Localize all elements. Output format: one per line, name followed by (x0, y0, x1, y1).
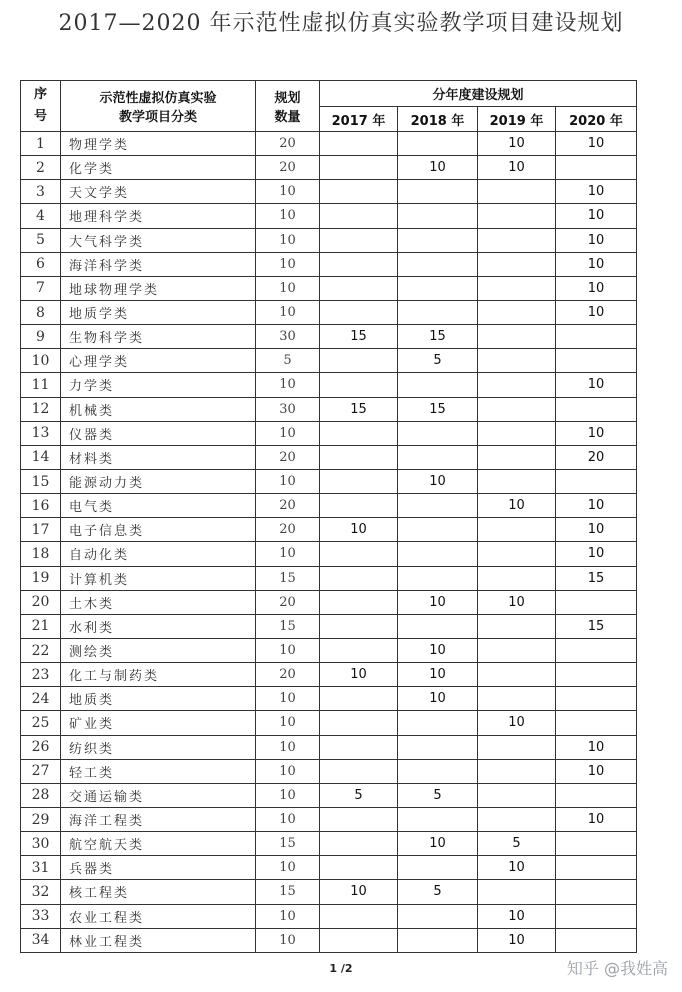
table-body (21, 132, 637, 953)
table-row (21, 300, 637, 324)
row-2018 (398, 566, 478, 590)
row-count: 10 (256, 469, 320, 493)
row-2018: 10 (398, 638, 478, 662)
row-category: 航空航天类 (61, 832, 256, 856)
row-2018: 10 (398, 832, 478, 856)
row-category: 交通运输类 (61, 783, 256, 807)
row-category: 化学类 (61, 156, 256, 180)
row-2020 (556, 880, 637, 904)
row-2017 (320, 276, 398, 300)
row-2019 (478, 759, 556, 783)
table-row (21, 325, 637, 349)
row-2020: 10 (556, 494, 637, 518)
row-2018 (398, 204, 478, 228)
table-row (21, 518, 637, 542)
row-2019 (478, 469, 556, 493)
row-index: 3 (21, 180, 61, 204)
row-2019: 10 (478, 904, 556, 928)
row-2019 (478, 542, 556, 566)
row-2019: 10 (478, 494, 556, 518)
row-index: 30 (21, 832, 61, 856)
row-2017: 15 (320, 325, 398, 349)
row-category: 物理学类 (61, 132, 256, 156)
row-2017 (320, 349, 398, 373)
row-index: 20 (21, 590, 61, 614)
row-2017 (320, 904, 398, 928)
row-index: 25 (21, 711, 61, 735)
row-index: 33 (21, 904, 61, 928)
row-index: 27 (21, 759, 61, 783)
row-2019 (478, 807, 556, 831)
table-row (21, 421, 637, 445)
row-category: 轻工类 (61, 759, 256, 783)
row-index: 14 (21, 445, 61, 469)
row-count: 15 (256, 880, 320, 904)
row-2019 (478, 325, 556, 349)
row-2017: 10 (320, 880, 398, 904)
row-2018: 10 (398, 469, 478, 493)
row-category: 测绘类 (61, 638, 256, 662)
table-row (21, 711, 637, 735)
row-2017 (320, 735, 398, 759)
row-index: 10 (21, 349, 61, 373)
row-count: 10 (256, 759, 320, 783)
row-category: 矿业类 (61, 711, 256, 735)
row-2019 (478, 252, 556, 276)
row-count: 20 (256, 132, 320, 156)
row-index: 24 (21, 687, 61, 711)
row-2019 (478, 566, 556, 590)
row-2019: 10 (478, 856, 556, 880)
row-2018: 10 (398, 663, 478, 687)
row-2020: 20 (556, 445, 637, 469)
table-row (21, 904, 637, 928)
row-2019 (478, 349, 556, 373)
row-2017 (320, 687, 398, 711)
row-2019: 5 (478, 832, 556, 856)
table-row (21, 373, 637, 397)
row-2018 (398, 276, 478, 300)
row-count: 5 (256, 349, 320, 373)
header-year-2019: 2019 年 (478, 107, 556, 132)
table-row (21, 759, 637, 783)
row-2019 (478, 614, 556, 638)
row-index: 7 (21, 276, 61, 300)
row-2018: 5 (398, 349, 478, 373)
row-category: 力学类 (61, 373, 256, 397)
row-count: 10 (256, 180, 320, 204)
row-2020: 10 (556, 807, 637, 831)
table-row (21, 276, 637, 300)
row-count: 30 (256, 397, 320, 421)
header-category (61, 81, 256, 132)
row-index: 19 (21, 566, 61, 590)
table-row (21, 445, 637, 469)
row-count: 10 (256, 687, 320, 711)
row-category: 材料类 (61, 445, 256, 469)
row-2017 (320, 300, 398, 324)
row-2020 (556, 904, 637, 928)
row-count: 10 (256, 638, 320, 662)
row-2018: 10 (398, 590, 478, 614)
row-2017 (320, 204, 398, 228)
row-2017 (320, 445, 398, 469)
row-index: 31 (21, 856, 61, 880)
row-2017 (320, 928, 398, 952)
header-year-2020: 2020 年 (556, 107, 637, 132)
row-category: 天文学类 (61, 180, 256, 204)
row-2017 (320, 373, 398, 397)
row-index: 29 (21, 807, 61, 831)
row-category: 林业工程类 (61, 928, 256, 952)
row-2017 (320, 469, 398, 493)
row-2017 (320, 228, 398, 252)
row-2018 (398, 928, 478, 952)
row-2018: 10 (398, 156, 478, 180)
row-count: 20 (256, 663, 320, 687)
row-count: 10 (256, 373, 320, 397)
row-category: 地质类 (61, 687, 256, 711)
row-2017 (320, 421, 398, 445)
row-2019: 10 (478, 590, 556, 614)
row-2018 (398, 445, 478, 469)
row-index: 28 (21, 783, 61, 807)
row-2017 (320, 638, 398, 662)
row-index: 34 (21, 928, 61, 952)
row-count: 10 (256, 300, 320, 324)
row-2020: 10 (556, 759, 637, 783)
row-2018 (398, 132, 478, 156)
row-2020: 10 (556, 252, 637, 276)
row-2019: 10 (478, 711, 556, 735)
row-count: 20 (256, 156, 320, 180)
table-row (21, 494, 637, 518)
table-row (21, 638, 637, 662)
row-category: 海洋科学类 (61, 252, 256, 276)
table-row (21, 252, 637, 276)
row-2019 (478, 663, 556, 687)
header-year-2018: 2018 年 (398, 107, 478, 132)
row-2017 (320, 494, 398, 518)
row-2019 (478, 445, 556, 469)
row-category: 地球物理学类 (61, 276, 256, 300)
header-count-line2: 数量 (274, 110, 301, 125)
row-2019 (478, 180, 556, 204)
row-count: 20 (256, 518, 320, 542)
row-2017 (320, 614, 398, 638)
row-2020: 10 (556, 300, 637, 324)
row-2017 (320, 566, 398, 590)
table-row (21, 783, 637, 807)
header-index-label: 序号 (33, 87, 47, 124)
row-count: 10 (256, 783, 320, 807)
row-category: 能源动力类 (61, 469, 256, 493)
row-2017: 15 (320, 397, 398, 421)
row-count: 20 (256, 445, 320, 469)
row-2020: 10 (556, 518, 637, 542)
row-2018 (398, 759, 478, 783)
row-index: 23 (21, 663, 61, 687)
row-category: 计算机类 (61, 566, 256, 590)
row-category: 大气科学类 (61, 228, 256, 252)
row-2017: 5 (320, 783, 398, 807)
row-index: 18 (21, 542, 61, 566)
table-row (21, 687, 637, 711)
row-2020 (556, 928, 637, 952)
row-count: 10 (256, 421, 320, 445)
plan-table (20, 80, 637, 953)
row-2019 (478, 687, 556, 711)
row-2019 (478, 397, 556, 421)
row-index: 26 (21, 735, 61, 759)
row-2019 (478, 421, 556, 445)
header-index (21, 81, 61, 132)
row-index: 1 (21, 132, 61, 156)
row-2020: 10 (556, 542, 637, 566)
row-2020 (556, 397, 637, 421)
row-index: 32 (21, 880, 61, 904)
table-row (21, 735, 637, 759)
row-index: 12 (21, 397, 61, 421)
watermark: 知乎 @我姓高 (566, 959, 668, 978)
row-2019 (478, 518, 556, 542)
row-index: 4 (21, 204, 61, 228)
row-2020: 10 (556, 204, 637, 228)
row-2018 (398, 300, 478, 324)
row-count: 10 (256, 807, 320, 831)
row-count: 10 (256, 276, 320, 300)
row-2020: 15 (556, 566, 637, 590)
row-category: 电子信息类 (61, 518, 256, 542)
row-2020 (556, 638, 637, 662)
row-category: 化工与制药类 (61, 663, 256, 687)
row-2019 (478, 204, 556, 228)
row-2018 (398, 494, 478, 518)
row-2020: 10 (556, 276, 637, 300)
row-2020: 10 (556, 132, 637, 156)
table-row (21, 180, 637, 204)
row-2018 (398, 421, 478, 445)
row-2017 (320, 180, 398, 204)
row-index: 8 (21, 300, 61, 324)
row-2020: 15 (556, 614, 637, 638)
row-category: 生物科学类 (61, 325, 256, 349)
row-2019 (478, 300, 556, 324)
row-category: 机械类 (61, 397, 256, 421)
row-2018: 5 (398, 783, 478, 807)
row-category: 自动化类 (61, 542, 256, 566)
row-2020: 10 (556, 421, 637, 445)
row-2018 (398, 856, 478, 880)
table-row (21, 349, 637, 373)
row-2018 (398, 180, 478, 204)
row-category: 仪器类 (61, 421, 256, 445)
row-2020 (556, 687, 637, 711)
row-category: 农业工程类 (61, 904, 256, 928)
row-index: 21 (21, 614, 61, 638)
row-2020 (556, 663, 637, 687)
header-count (256, 81, 320, 132)
row-category: 土木类 (61, 590, 256, 614)
row-2018 (398, 228, 478, 252)
row-2017 (320, 252, 398, 276)
row-2019: 10 (478, 132, 556, 156)
row-index: 9 (21, 325, 61, 349)
row-2019 (478, 638, 556, 662)
row-category: 心理学类 (61, 349, 256, 373)
table-row (21, 856, 637, 880)
row-2018: 10 (398, 687, 478, 711)
row-count: 10 (256, 711, 320, 735)
row-count: 10 (256, 252, 320, 276)
table-row (21, 132, 637, 156)
row-2018: 15 (398, 397, 478, 421)
row-2018 (398, 807, 478, 831)
row-2020 (556, 156, 637, 180)
row-2018 (398, 252, 478, 276)
row-index: 6 (21, 252, 61, 276)
row-2020: 10 (556, 373, 637, 397)
table-row (21, 614, 637, 638)
row-2017 (320, 832, 398, 856)
row-index: 2 (21, 156, 61, 180)
header-category-line1: 示范性虚拟仿真实验 (99, 91, 217, 106)
row-2019 (478, 880, 556, 904)
table-row (21, 880, 637, 904)
row-index: 15 (21, 469, 61, 493)
row-count: 20 (256, 494, 320, 518)
row-category: 纺织类 (61, 735, 256, 759)
table-row (21, 928, 637, 952)
row-2017: 10 (320, 663, 398, 687)
row-2019 (478, 228, 556, 252)
row-2020 (556, 590, 637, 614)
page-number: 1 /2 (329, 962, 353, 975)
row-count: 15 (256, 614, 320, 638)
row-2018 (398, 518, 478, 542)
row-2017 (320, 542, 398, 566)
table-row (21, 228, 637, 252)
row-count: 20 (256, 590, 320, 614)
row-2018: 15 (398, 325, 478, 349)
row-2019 (478, 735, 556, 759)
row-count: 10 (256, 542, 320, 566)
row-index: 11 (21, 373, 61, 397)
row-2019 (478, 783, 556, 807)
row-2018 (398, 904, 478, 928)
row-category: 兵器类 (61, 856, 256, 880)
row-2017 (320, 807, 398, 831)
row-2018 (398, 614, 478, 638)
row-category: 电气类 (61, 494, 256, 518)
row-count: 10 (256, 904, 320, 928)
row-2020: 10 (556, 180, 637, 204)
row-2017 (320, 759, 398, 783)
header-count-line1: 规划 (274, 91, 301, 106)
header-year-2017: 2017 年 (320, 107, 398, 132)
row-index: 13 (21, 421, 61, 445)
row-category: 地理科学类 (61, 204, 256, 228)
table-row (21, 204, 637, 228)
row-2019: 10 (478, 928, 556, 952)
row-category: 海洋工程类 (61, 807, 256, 831)
row-2020 (556, 783, 637, 807)
row-index: 5 (21, 228, 61, 252)
table-row (21, 832, 637, 856)
row-count: 10 (256, 228, 320, 252)
row-2018 (398, 542, 478, 566)
row-2020 (556, 469, 637, 493)
row-count: 10 (256, 928, 320, 952)
row-2018: 5 (398, 880, 478, 904)
header-category-line2: 教学项目分类 (118, 110, 197, 125)
table-row (21, 566, 637, 590)
row-2019: 10 (478, 156, 556, 180)
row-2020 (556, 856, 637, 880)
row-2020: 10 (556, 735, 637, 759)
row-count: 30 (256, 325, 320, 349)
header-yearly-plan: 分年度建设规划 (320, 81, 637, 107)
row-2018 (398, 373, 478, 397)
row-index: 16 (21, 494, 61, 518)
table-row (21, 542, 637, 566)
page-title: 2017—2020 年示范性虚拟仿真实验教学项目建设规划 (58, 11, 624, 36)
row-category: 地质学类 (61, 300, 256, 324)
row-category: 水利类 (61, 614, 256, 638)
row-2019 (478, 276, 556, 300)
row-category: 核工程类 (61, 880, 256, 904)
row-2020 (556, 349, 637, 373)
row-2020 (556, 832, 637, 856)
row-2020 (556, 325, 637, 349)
row-2017 (320, 856, 398, 880)
row-2017 (320, 156, 398, 180)
row-2018 (398, 735, 478, 759)
row-2017 (320, 590, 398, 614)
row-count: 15 (256, 832, 320, 856)
row-count: 10 (256, 856, 320, 880)
row-2020: 10 (556, 228, 637, 252)
row-2017 (320, 132, 398, 156)
row-2019 (478, 373, 556, 397)
row-count: 10 (256, 735, 320, 759)
table-row (21, 590, 637, 614)
row-index: 17 (21, 518, 61, 542)
table-row (21, 663, 637, 687)
row-2017 (320, 711, 398, 735)
row-2020 (556, 711, 637, 735)
row-index: 22 (21, 638, 61, 662)
table-row (21, 397, 637, 421)
row-count: 10 (256, 204, 320, 228)
table-row (21, 469, 637, 493)
row-2017: 10 (320, 518, 398, 542)
row-count: 15 (256, 566, 320, 590)
table-row (21, 807, 637, 831)
row-2018 (398, 711, 478, 735)
table-row (21, 156, 637, 180)
